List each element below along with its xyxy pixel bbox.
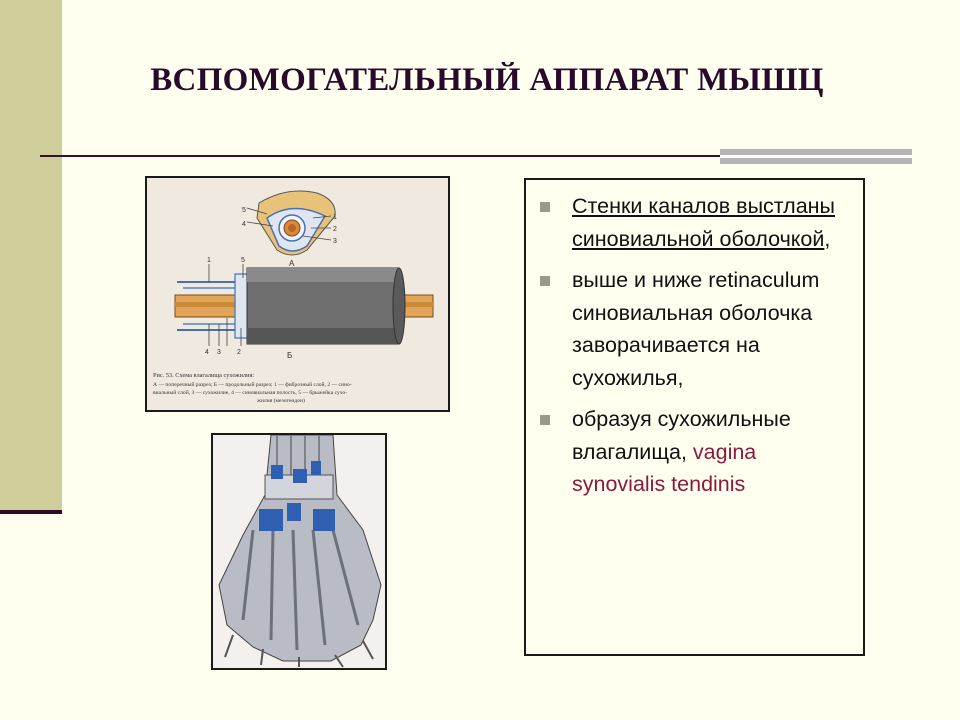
panel-label-a: А (289, 259, 295, 268)
plain-text: , (824, 226, 831, 251)
label-number: 3 (217, 349, 221, 356)
square-bullet-icon (540, 202, 550, 212)
label-number: 1 (207, 257, 211, 264)
left-band-rule (0, 510, 62, 514)
figure-caption: А — поперечный разрез; Б — продольный разрез; 1 — фиброзный слой, 2 — сино- (153, 382, 352, 388)
label-number: 4 (205, 349, 209, 356)
tendon-sheath-diagram (145, 176, 450, 412)
cross-section-drawing (247, 191, 335, 255)
label-number: 4 (242, 221, 246, 228)
label-number: 2 (237, 349, 241, 356)
label-number: 2 (333, 226, 337, 233)
plain-text: выше и ниже retinaculum синовиальная оболочка заворачивается на сухожилья, (572, 268, 820, 390)
bullet-list (526, 180, 863, 501)
label-number: 5 (242, 207, 246, 214)
panel-label-b: Б (287, 351, 293, 360)
bullet-item (540, 190, 851, 255)
label-number: 3 (333, 238, 337, 245)
figure-caption: жилия (мезотендон) (257, 398, 305, 404)
plain-text: образуя сухожильные влагалища, (572, 407, 791, 464)
square-bullet-icon (540, 276, 550, 286)
square-bullet-icon (540, 415, 550, 425)
slide-title: ВСПОМОГАТЕЛЬНЫЙ АППАРАТ МЫШЦ (150, 62, 824, 98)
bullet-item (540, 264, 851, 394)
label-number: 1 (333, 214, 337, 221)
underlined-text: Стенки каналов выстланы синовиальной оболочкой (572, 194, 835, 251)
label-number: 5 (241, 257, 245, 264)
title-divider-accent (720, 149, 912, 165)
text-panel (524, 178, 865, 656)
latin-term: vagina synovialis tendinis (572, 439, 757, 496)
longitudinal-section-drawing (175, 264, 433, 346)
hand-drawing (219, 435, 381, 667)
hand-tendon-sheaths-illustration (211, 433, 387, 670)
figure-caption: виальный слой, 3 — сухожилие, 4 — синовиальная полость, 5 — брыжейка сухо- (153, 390, 348, 396)
left-decorative-band (0, 0, 62, 512)
bullet-item (540, 403, 851, 501)
figure-caption: Рис. 53. Схема влагалища сухожилия: (153, 372, 255, 379)
